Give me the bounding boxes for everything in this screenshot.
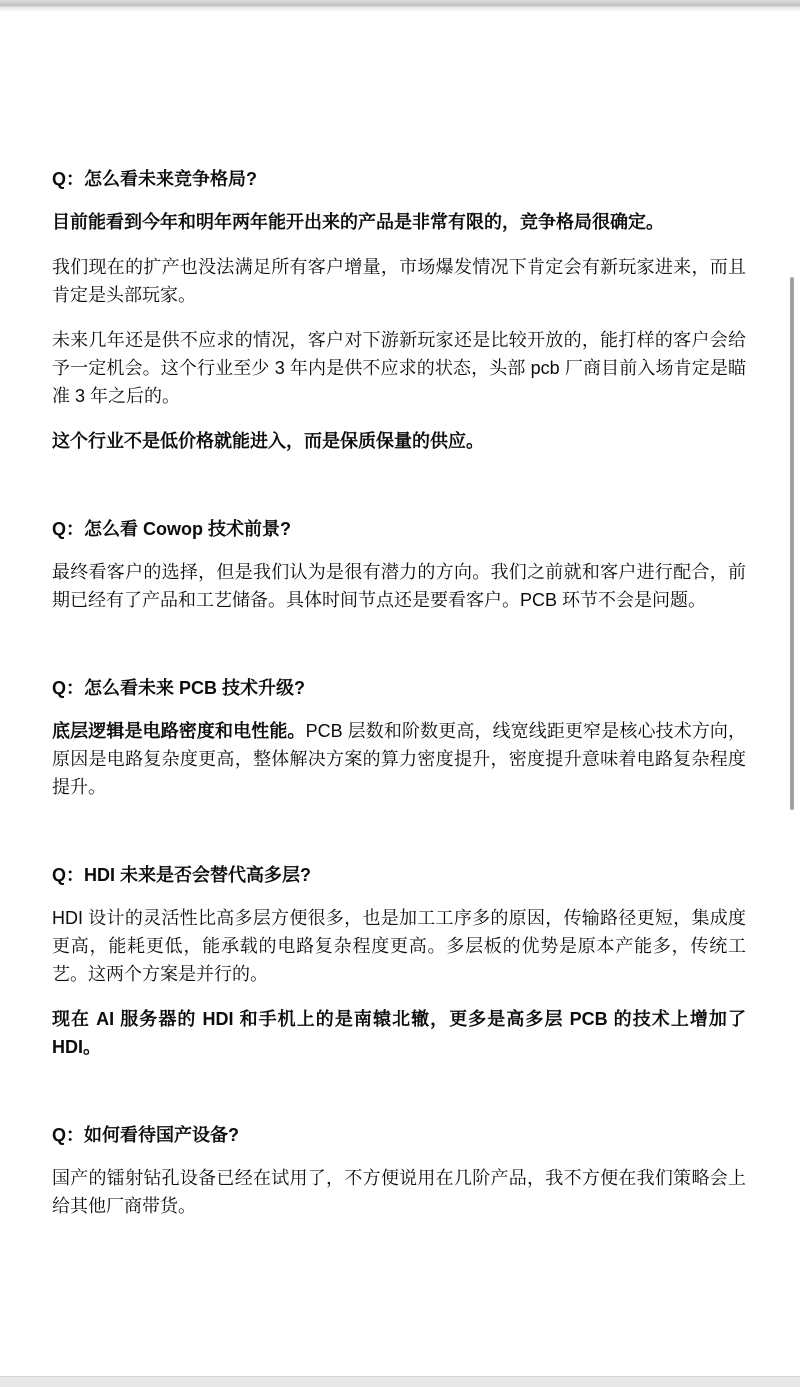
answer-paragraph (52, 253, 746, 309)
qa-section (52, 515, 746, 614)
page-top-edge (0, 0, 800, 12)
text-run: 最终看客户的选择，但是我们认为是很有潜力的方向。我们之前就和客户进行配合，前期已经有了产品和工艺储备。具体时间节点还是要看客户。PCB 环节不会是问题。 (52, 562, 746, 610)
answer-paragraph (52, 208, 746, 236)
qa-section (52, 861, 746, 1061)
answer-paragraph (52, 717, 746, 801)
qa-section (52, 165, 746, 455)
text-run: 我们现在的扩产也没法满足所有客户增量，市场爆发情况下肯定会有新玩家进来，而且肯定是头部玩家。 (52, 257, 746, 305)
question-heading: Q：如何看待国产设备? (52, 1125, 239, 1145)
question-heading: Q：怎么看 Cowop 技术前景? (52, 519, 291, 539)
question-heading: Q：怎么看未来竞争格局? (52, 169, 257, 189)
text-run: 未来几年还是供不应求的情况，客户对下游新玩家还是比较开放的，能打样的客户会给予一定机会。这个行业至少 3 年内是供不应求的状态，头部 pcb 厂商目前入场肯定是瞄准 3 年之后的。 (52, 330, 746, 406)
text-run: HDI 设计的灵活性比高多层方便很多，也是加工工序多的原因，传输路径更短，集成度更高，能耗更低，能承载的电路复杂程度更高。多层板的优势是原本产能多，传统工艺。这两个方案是并行的。 (52, 908, 746, 984)
emphasis-text-run: 底层逻辑是电路密度和电性能。 (52, 721, 306, 741)
scrollbar-thumb[interactable] (790, 277, 794, 810)
document-content (52, 165, 746, 1220)
text-run: PCB 层数和阶数更高，线宽线距更窄是核心技术方向，原因是电路复杂度更高，整体解决方案的算力密度提升，密度提升意味着电路复杂程度提升。 (52, 721, 747, 797)
answer-paragraph (52, 326, 746, 410)
answer-paragraph (52, 904, 746, 988)
emphasis-text-run: 现在 AI 服务器的 HDI 和手机上的是南辕北辙，更多是高多层 PCB 的技术上增加了 HDI。 (52, 1009, 746, 1057)
emphasis-text-run: 这个行业不是低价格就能进入，而是保质保量的供应。 (52, 431, 484, 451)
answer-paragraph (52, 1164, 746, 1220)
question-heading: Q：HDI 未来是否会替代高多层? (52, 865, 311, 885)
qa-section (52, 1121, 746, 1220)
page-bottom-edge (0, 1376, 800, 1387)
emphasis-text-run: 目前能看到今年和明年两年能开出来的产品是非常有限的，竞争格局很确定。 (52, 212, 664, 232)
answer-paragraph (52, 1005, 746, 1061)
answer-paragraph (52, 558, 746, 614)
qa-section (52, 674, 746, 801)
text-run: 国产的镭射钻孔设备已经在试用了，不方便说用在几阶产品，我不方便在我们策略会上给其他厂商带货。 (52, 1168, 746, 1216)
answer-paragraph (52, 427, 746, 455)
question-heading: Q：怎么看未来 PCB 技术升级? (52, 678, 306, 698)
